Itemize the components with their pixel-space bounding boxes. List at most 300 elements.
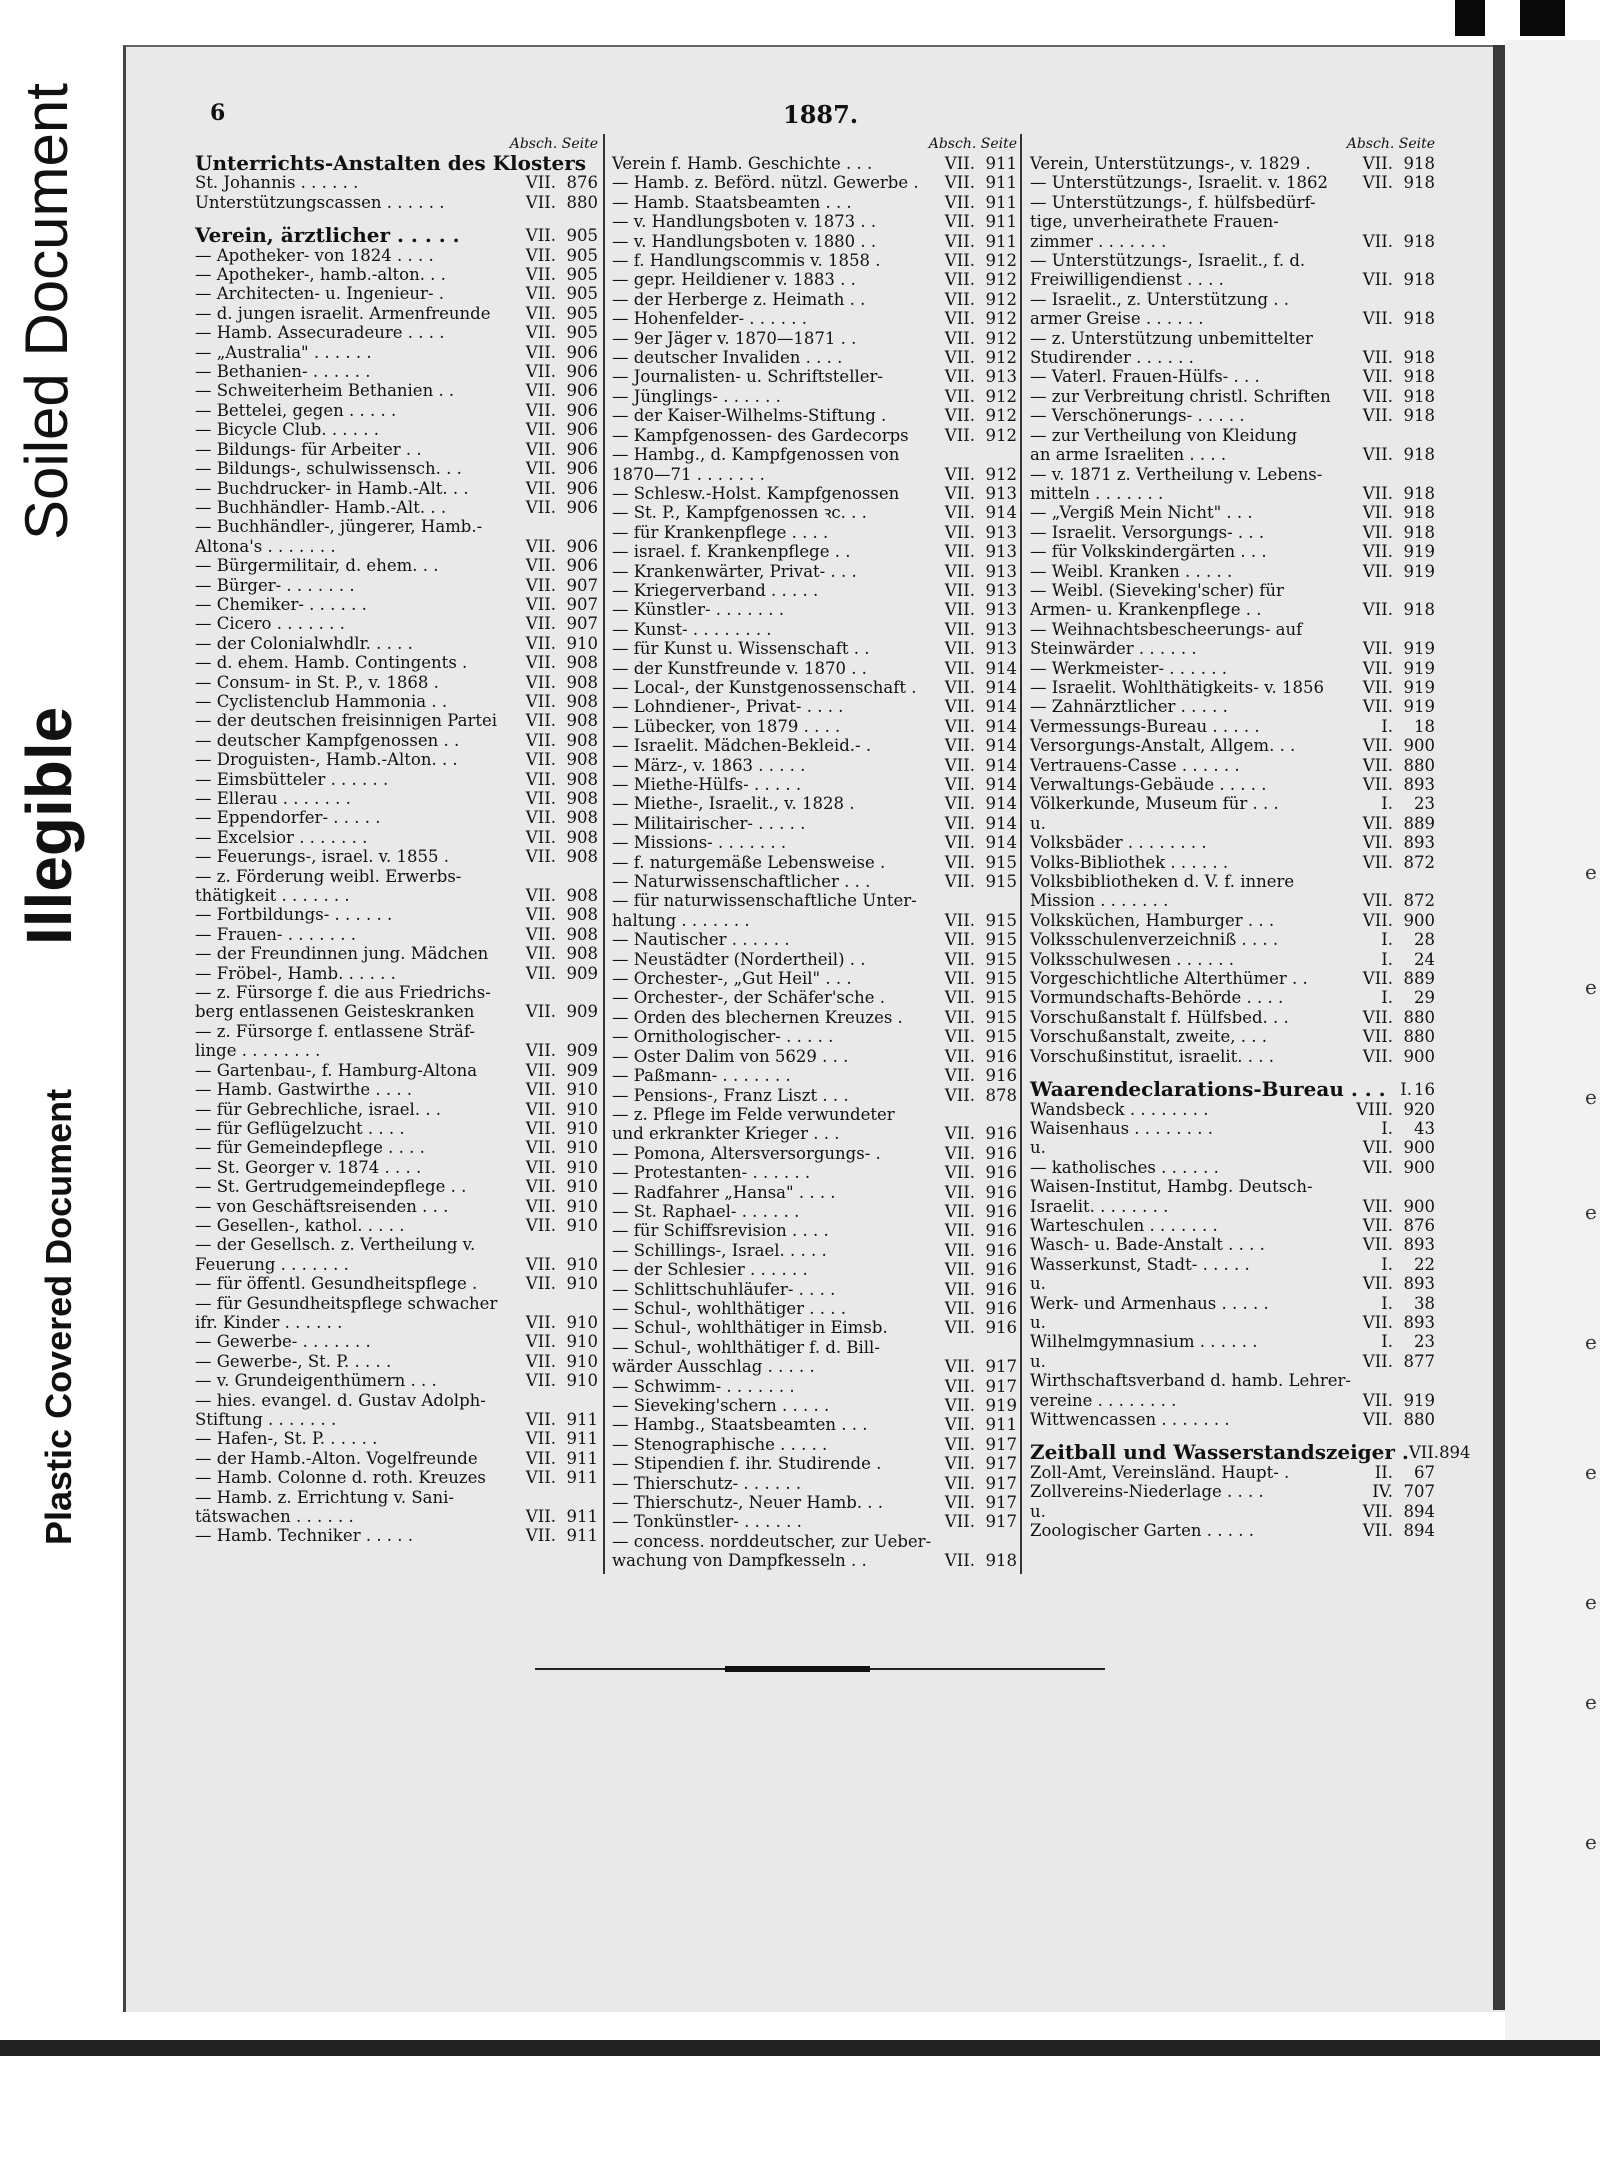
index-entry <box>1030 581 1435 600</box>
index-entry <box>195 576 598 595</box>
entry-section: VII. <box>525 556 556 576</box>
entry-page: 916 <box>985 1318 1017 1338</box>
entry-title: — Excelsior . . . . . . . <box>195 827 368 847</box>
index-entry <box>612 1086 1017 1105</box>
index-entry <box>195 537 598 556</box>
scan-top-margin <box>0 0 1600 38</box>
entry-section: VII. <box>944 192 975 212</box>
index-entry <box>195 173 598 192</box>
index-entry <box>612 620 1017 639</box>
entry-section: VII. <box>944 1512 975 1532</box>
entry-page: 911 <box>985 212 1017 232</box>
entry-page: 908 <box>566 672 598 692</box>
entry-title: — Unterstützungs-, f. hülfsbedürf- <box>1030 192 1316 212</box>
index-entry <box>195 304 598 323</box>
index-entry <box>1030 562 1435 581</box>
index-entry <box>1030 348 1435 367</box>
entry-section: VII. <box>525 478 556 498</box>
entry-section: VII. <box>525 1157 556 1177</box>
index-entry <box>612 154 1017 173</box>
index-entry <box>612 600 1017 619</box>
entry-section: VIII. <box>1356 1099 1393 1119</box>
entry-section: VII. <box>944 1124 975 1144</box>
index-entry <box>1030 1047 1435 1066</box>
index-entry <box>1030 600 1435 619</box>
scan-bottom-margin <box>0 2040 1600 2177</box>
entry-title: — Kriegerverband . . . . . <box>612 580 819 600</box>
entry-section: VII. <box>944 386 975 406</box>
entry-section: VII. <box>944 1201 975 1221</box>
entry-section: VII. <box>944 425 975 445</box>
entry-title: Zoll-Amt, Vereinsländ. Haupt- . <box>1030 1462 1290 1482</box>
entry-section: VII. <box>944 1182 975 1202</box>
entry-title: wärder Ausschlag . . . . . <box>612 1357 815 1377</box>
entry-title: Vorgeschichtliche Alterthümer . . <box>1030 969 1308 989</box>
entry-title: — f. naturgemäße Lebensweise . <box>612 852 886 872</box>
entry-section: VII. <box>525 497 556 517</box>
entry-page: 911 <box>566 1410 598 1429</box>
entry-page: 910 <box>566 1254 598 1274</box>
entry-title: — gepr. Heildiener v. 1883 . . <box>612 270 856 290</box>
entry-page: 913 <box>985 522 1017 542</box>
entry-title: — v. Handlungsboten v. 1873 . . <box>612 212 877 232</box>
entry-page: 916 <box>985 1279 1017 1299</box>
entry-title: — Buchdrucker- in Hamb.-Alt. . . <box>195 478 469 498</box>
entry-title: — Apotheker- von 1824 . . . . <box>195 245 434 265</box>
entry-title: — israel. f. Krankenpflege . . <box>612 542 851 562</box>
index-entry <box>1030 1255 1435 1274</box>
index-entry <box>612 1338 1017 1357</box>
index-entry <box>1030 736 1435 755</box>
entry-section: VII. <box>1362 1351 1393 1371</box>
entry-section: VII. <box>525 1507 556 1527</box>
index-entry <box>1030 1521 1435 1540</box>
index-entry <box>1030 1138 1435 1157</box>
entry-title: berg entlassenen Geisteskranken <box>195 1002 475 1022</box>
entry-title: Waisenhaus . . . . . . . . <box>1030 1118 1213 1138</box>
entry-title: — Schul-, wohlthätiger in Eimsb. <box>612 1318 888 1338</box>
adjacent-page-edge <box>1505 40 1600 2040</box>
index-entry <box>195 1371 598 1390</box>
entry-page: 912 <box>985 464 1017 484</box>
entry-title: — Lübecker, von 1879 . . . . <box>612 716 841 736</box>
entry-page: 916 <box>985 1298 1017 1318</box>
entry-title: Vermessungs-Bureau . . . . . <box>1030 716 1260 736</box>
entry-title: Wasch- u. Bade-Anstalt . . . . <box>1030 1235 1265 1255</box>
page-gutter <box>1493 45 1505 2010</box>
entry-page: 919 <box>1403 677 1435 697</box>
entry-section: VII. <box>1362 1521 1393 1541</box>
entry-section: VII. <box>525 400 556 420</box>
next-page-glyphs: e <box>1585 1200 1597 1224</box>
entry-section: I. <box>1381 1293 1393 1313</box>
entry-section: VII. <box>525 1312 556 1332</box>
entry-page: 23 <box>1414 794 1435 814</box>
index-entry <box>1030 309 1435 328</box>
entry-title: Volksschulenverzeichniß . . . . <box>1030 930 1279 950</box>
entry-page: 880 <box>566 192 598 212</box>
index-entry <box>612 872 1017 891</box>
entry-section: VII. <box>525 245 556 265</box>
entry-section: VII. <box>1362 406 1393 426</box>
entry-title: — Lohndiener-, Privat- . . . . <box>612 697 844 717</box>
index-entry <box>195 983 598 1002</box>
entry-section: VII. <box>525 827 556 847</box>
entry-title: — hies. evangel. d. Gustav Adolph- <box>195 1390 486 1410</box>
column-header: Absch. Seite <box>509 136 598 152</box>
entry-title: wachung von Dampfkesseln . . <box>612 1551 867 1571</box>
entry-section: VII. <box>944 1163 975 1183</box>
entry-section: VII. <box>525 1332 556 1352</box>
index-entry <box>1030 1502 1435 1521</box>
entry-title: — Werkmeister- . . . . . . <box>1030 658 1227 678</box>
entry-section: VII. <box>1362 309 1393 329</box>
entry-page: 913 <box>985 561 1017 581</box>
index-entry <box>612 969 1017 988</box>
entry-section: VII. <box>944 910 975 930</box>
entry-page: 919 <box>1403 1390 1435 1410</box>
index-entry <box>195 1391 598 1410</box>
column-divider <box>603 134 605 1574</box>
entry-section: VII. <box>944 833 975 853</box>
entry-section: VII. <box>944 600 975 620</box>
entry-page: 908 <box>566 653 598 673</box>
entry-section: VII. <box>525 1118 556 1138</box>
index-entry <box>612 736 1017 755</box>
entry-section: VII. <box>1362 348 1393 368</box>
index-entry <box>612 387 1017 406</box>
entry-page: 912 <box>985 406 1017 426</box>
entry-section: VII. <box>525 1080 556 1100</box>
entry-title: — für Geflügelzucht . . . . <box>195 1118 405 1138</box>
next-page-glyphs: e <box>1585 1830 1597 1854</box>
index-entry <box>612 232 1017 251</box>
entry-section: VII. <box>1362 1196 1393 1216</box>
entry-title: — Unterstützungs-, Israelit. v. 1862 <box>1030 173 1328 193</box>
entry-page: 16 <box>1414 1080 1435 1100</box>
entry-title: — Israelit., z. Unterstützung . . <box>1030 289 1289 309</box>
index-entry <box>612 270 1017 289</box>
entry-title: Verein f. Hamb. Geschichte . . . <box>612 154 873 173</box>
entry-section: VII. <box>944 483 975 503</box>
index-entry <box>612 1396 1017 1415</box>
index-entry <box>195 193 598 212</box>
entry-page: 906 <box>566 420 598 440</box>
index-entry <box>195 246 598 265</box>
entry-page: 906 <box>566 362 598 382</box>
entry-section: VII. <box>525 1351 556 1371</box>
entry-title: Stiftung . . . . . . . <box>195 1410 337 1429</box>
index-entry <box>195 440 598 459</box>
index-entry <box>1030 1294 1435 1313</box>
entry-title: — f. Handlungscommis v. 1858 . <box>612 251 881 271</box>
index-entry <box>1030 1482 1435 1501</box>
entry-page: 906 <box>566 536 598 556</box>
entry-section: II. <box>1374 1462 1393 1482</box>
entry-page: 914 <box>985 677 1017 697</box>
entry-page: 906 <box>566 478 598 498</box>
index-entry <box>612 1415 1017 1434</box>
entry-title: Zeitball und Wasserstandszeiger . <box>1030 1440 1409 1465</box>
entry-title: — Kunst- . . . . . . . . <box>612 619 772 639</box>
entry-title: — Bürgermilitair, d. ehem. . . <box>195 556 439 576</box>
entry-section: VII. <box>944 852 975 872</box>
entry-page: 915 <box>985 949 1017 969</box>
entry-page: 914 <box>985 794 1017 814</box>
entry-title: — Droguisten-, Hamb.-Alton. . . <box>195 750 458 770</box>
entry-title: vereine . . . . . . . . <box>1030 1390 1177 1410</box>
entry-page: 900 <box>1403 1138 1435 1158</box>
index-entry <box>195 1100 598 1119</box>
entry-page: 913 <box>985 367 1017 387</box>
entry-title: Altona's . . . . . . . <box>195 536 336 556</box>
scan-bottom-edge <box>0 2040 1600 2056</box>
illegible-label: Illegible <box>13 706 85 945</box>
entry-page: 916 <box>985 1163 1017 1183</box>
index-entry <box>612 348 1017 367</box>
index-entry <box>1030 678 1435 697</box>
entry-section: VII. <box>944 270 975 290</box>
entry-title: — Naturwissenschaftlicher . . . <box>612 872 871 892</box>
entry-page: 920 <box>1403 1099 1435 1119</box>
index-entry <box>195 867 598 886</box>
entry-title: — Hafen-, St. P. . . . . . <box>195 1429 378 1449</box>
index-entry <box>195 1410 598 1429</box>
entry-page: 900 <box>1403 1196 1435 1216</box>
entry-page: 908 <box>566 808 598 828</box>
entry-section: VII. <box>944 794 975 814</box>
index-entry <box>1030 542 1435 561</box>
entry-section: VII. <box>1362 813 1393 833</box>
entry-section: VII. <box>944 1415 975 1435</box>
entry-title: — Weibl. (Sieveking'scher) für <box>1030 580 1284 600</box>
entry-section: VII. <box>1362 1235 1393 1255</box>
index-entry <box>195 614 598 633</box>
entry-page: 918 <box>1403 522 1435 542</box>
entry-section: I. <box>1381 1118 1393 1138</box>
column-divider <box>1020 134 1022 1574</box>
entry-title: — Paßmann- . . . . . . . <box>612 1066 791 1086</box>
entry-page: 915 <box>985 910 1017 930</box>
index-entry <box>1030 1119 1435 1138</box>
entry-section: VII. <box>944 580 975 600</box>
entry-section: VII. <box>525 963 556 983</box>
index-entry <box>1030 270 1435 289</box>
entry-title: — Consum- in St. P., v. 1868 . <box>195 672 439 692</box>
index-entry <box>1030 930 1435 949</box>
entry-section: VII. <box>944 154 975 173</box>
index-entry <box>612 426 1017 445</box>
index-entry <box>612 814 1017 833</box>
entry-section: VII. <box>525 1448 556 1468</box>
entry-section: VII. <box>944 1473 975 1493</box>
entry-page: 67 <box>1414 1462 1435 1482</box>
index-entry <box>195 223 598 248</box>
entry-title: — deutscher Kampfgenossen . . <box>195 730 460 750</box>
entry-title: — Schul-, wohlthätiger f. d. Bill- <box>612 1337 880 1357</box>
entry-page: 918 <box>1403 406 1435 426</box>
entry-section: VII. <box>944 716 975 736</box>
index-entry <box>612 891 1017 910</box>
entry-page: 876 <box>566 173 598 193</box>
entry-title: — z. Fürsorge f. entlassene Sträf- <box>195 1021 475 1041</box>
index-entry <box>1030 659 1435 678</box>
entry-title: — Pomona, Altersversorgungs- . <box>612 1143 881 1163</box>
index-entry <box>612 445 1017 464</box>
entry-page: 910 <box>566 1118 598 1138</box>
entry-title: — Gewerbe- . . . . . . . <box>195 1332 371 1352</box>
entry-page: 917 <box>985 1434 1017 1454</box>
entry-page: 909 <box>566 963 598 983</box>
index-entry <box>612 1532 1017 1551</box>
entry-title: Vertrauens-Casse . . . . . . <box>1030 755 1240 775</box>
entry-title: Verein, Unterstützungs-, v. 1829 . <box>1030 154 1311 173</box>
entry-title: — Miethe-Hülfs- . . . . . <box>612 775 802 794</box>
entry-section: VII. <box>525 1060 556 1080</box>
entry-section: VII. <box>944 561 975 581</box>
entry-title: Versorgungs-Anstalt, Allgem. . . <box>1030 736 1296 756</box>
entry-title: — Bethanien- . . . . . . <box>195 362 371 382</box>
page-number: 6 <box>210 100 226 126</box>
entry-title: — Stipendien f. ihr. Studirende . <box>612 1454 882 1474</box>
entry-section: VII. <box>1362 445 1393 465</box>
index-entry <box>195 1294 598 1313</box>
entry-section: IV. <box>1372 1482 1393 1502</box>
index-entry <box>1030 367 1435 386</box>
entry-title: — Chemiker- . . . . . . <box>195 594 367 614</box>
entry-page: 905 <box>566 284 598 304</box>
index-entry <box>195 847 598 866</box>
entry-page: 912 <box>985 386 1017 406</box>
entry-title: — d. jungen israelit. Armenfreunde <box>195 303 491 323</box>
index-column-3 <box>1030 134 1471 1541</box>
end-rule-ornament <box>725 1666 870 1672</box>
entry-page: 917 <box>985 1376 1017 1396</box>
index-entry <box>612 950 1017 969</box>
entry-section: I. <box>1381 794 1393 814</box>
next-page-glyphs: e <box>1585 1460 1597 1484</box>
index-entry <box>195 770 598 789</box>
soiled-document-label: Soiled Document <box>13 83 80 540</box>
entry-page: 880 <box>1403 1007 1435 1027</box>
index-entry <box>1030 1077 1435 1102</box>
entry-page: 908 <box>566 691 598 711</box>
entry-title: — Fortbildungs- . . . . . . <box>195 905 393 925</box>
index-entry <box>195 1449 598 1468</box>
entry-title: — katholisches . . . . . . <box>1030 1157 1219 1177</box>
entry-page: 906 <box>566 556 598 576</box>
index-entry <box>612 1124 1017 1143</box>
entry-title: — für Gemeindepflege . . . . <box>195 1138 425 1158</box>
entry-section: VII. <box>1362 697 1393 717</box>
entry-page: 918 <box>1403 173 1435 193</box>
entry-page: 880 <box>1403 1027 1435 1047</box>
entry-title: Israelit. . . . . . . . <box>1030 1196 1169 1216</box>
entry-section: VII. <box>525 691 556 711</box>
index-entry <box>1030 387 1435 406</box>
index-entry <box>195 653 598 672</box>
entry-title: — für Gesundheitspflege schwacher <box>195 1293 498 1313</box>
entry-section: VII. <box>525 284 556 304</box>
index-entry <box>612 1493 1017 1512</box>
index-entry <box>612 794 1017 813</box>
index-entry <box>1030 1410 1435 1429</box>
entry-title: — Fröbel-, Hamb. . . . . . <box>195 963 396 983</box>
entry-title: — Frauen- . . . . . . . <box>195 924 356 944</box>
index-entry <box>1030 193 1435 212</box>
index-entry <box>612 1454 1017 1473</box>
entry-title: Volksküchen, Hamburger . . . <box>1030 910 1275 930</box>
entry-page: 905 <box>566 245 598 265</box>
index-entry <box>1030 1463 1435 1482</box>
entry-title: — Unterstützungs-, Israelit., f. d. <box>1030 251 1306 271</box>
entry-title: Wittwencassen . . . . . . . <box>1030 1410 1230 1429</box>
entry-page: 915 <box>985 988 1017 1008</box>
entry-title: Wirthschaftsverband d. hamb. Lehrer- <box>1030 1371 1351 1391</box>
index-entry <box>195 401 598 420</box>
entry-title: — Verschönerungs- . . . . . <box>1030 406 1245 426</box>
entry-title: mitteln . . . . . . . <box>1030 483 1164 503</box>
entry-page: 918 <box>1403 154 1435 173</box>
entry-section: VII. <box>944 231 975 251</box>
index-entry <box>195 1332 598 1351</box>
entry-section: VII. <box>1362 483 1393 503</box>
entry-title: Wandsbeck . . . . . . . . <box>1030 1099 1209 1119</box>
index-entry <box>612 775 1017 794</box>
entry-section: VII. <box>944 1493 975 1513</box>
entry-title: — von Geschäftsreisenden . . . <box>195 1196 449 1216</box>
entry-page: 912 <box>985 309 1017 329</box>
index-entry <box>612 1008 1017 1027</box>
next-page-glyphs: e <box>1585 1330 1597 1354</box>
index-entry <box>1030 1216 1435 1235</box>
entry-section: VII. <box>944 930 975 950</box>
entry-title: Vorschußanstalt f. Hülfsbed. . . <box>1030 1007 1289 1027</box>
entry-page: 917 <box>985 1357 1017 1377</box>
index-entry <box>1030 639 1435 658</box>
entry-title: — St. P., Kampfgenossen ꝛc. . . <box>612 503 867 523</box>
index-entry <box>612 173 1017 192</box>
entry-page: 910 <box>566 1138 598 1158</box>
index-entry <box>612 639 1017 658</box>
index-entry <box>612 1377 1017 1396</box>
index-entry <box>195 1216 598 1235</box>
entry-title: Volks-Bibliothek . . . . . . <box>1030 852 1229 872</box>
entry-page: 893 <box>1403 1235 1435 1255</box>
entry-page: 880 <box>1403 755 1435 775</box>
entry-page: 905 <box>566 265 598 285</box>
entry-section: VII. <box>525 342 556 362</box>
index-entry <box>1030 794 1435 813</box>
entry-section: VII. <box>944 658 975 678</box>
index-column-2 <box>612 134 1017 1571</box>
plastic-covered-label: Plastic Covered Document <box>38 1088 79 1545</box>
entry-section: VII. <box>1362 755 1393 775</box>
entry-page: 908 <box>566 711 598 731</box>
entry-page: 872 <box>1403 852 1435 872</box>
entry-title: — Orchester-, „Gut Heil" . . . <box>612 969 852 989</box>
entry-section: VII. <box>525 1196 556 1216</box>
entry-page: 919 <box>1403 658 1435 678</box>
entry-title: — d. ehem. Hamb. Contingents . <box>195 653 468 673</box>
entry-title: — Hamb. Techniker . . . . . <box>195 1526 414 1546</box>
entry-section: I. <box>1381 1254 1393 1274</box>
index-entry <box>612 1183 1017 1202</box>
entry-title: — für Volkskindergärten . . . <box>1030 542 1267 562</box>
entry-title: — Hamb. z. Errichtung v. Sani- <box>195 1487 454 1507</box>
entry-section: VII. <box>525 808 556 828</box>
entry-page: 918 <box>1403 503 1435 523</box>
